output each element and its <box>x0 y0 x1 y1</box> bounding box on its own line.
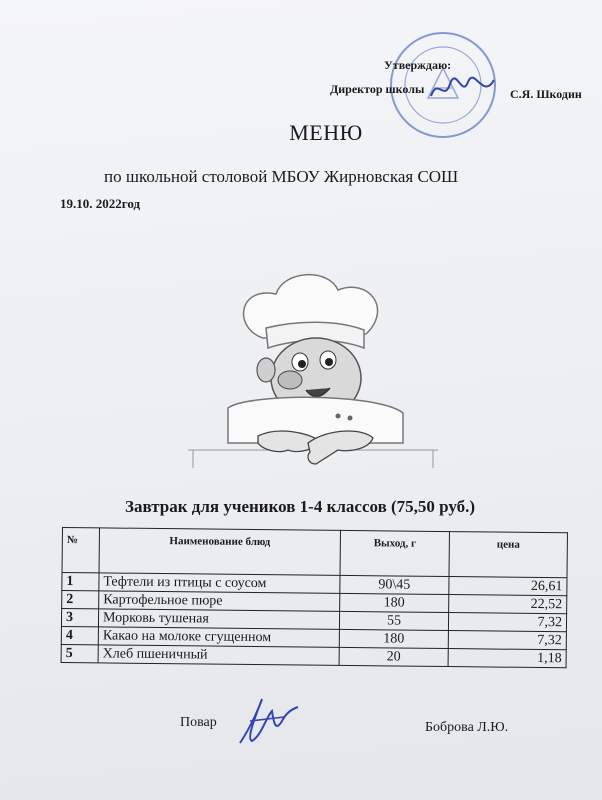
dish-price: 7,32 <box>448 631 566 650</box>
dish-name: Тефтели из птицы с соусом <box>99 573 340 594</box>
dish-price: 7,32 <box>448 613 566 632</box>
cook-name: Боброва Л.Ю. <box>425 720 509 735</box>
director-signature-icon <box>428 72 498 104</box>
dish-output: 20 <box>339 647 448 666</box>
director-label: Директор школы <box>330 82 425 96</box>
chef-illustration-icon <box>188 268 438 483</box>
dish-price: 22,52 <box>449 595 567 614</box>
cook-signature-icon <box>232 695 302 750</box>
page-title: МЕНЮ <box>289 120 363 145</box>
meal-heading: Завтрак для учеников 1-4 классов (75,50 руб.) <box>125 497 476 516</box>
cook-label: Повар <box>180 715 217 730</box>
dish-name: Картофельное пюре <box>99 591 340 612</box>
dish-price: 1,18 <box>448 649 566 668</box>
column-header-output: Выход, г <box>340 530 449 576</box>
dish-name: Морковь тушеная <box>98 609 339 630</box>
approval-label: Утверждаю: <box>384 58 452 72</box>
menu-table <box>61 527 568 668</box>
column-header-price: цена <box>449 532 567 578</box>
dish-output: 180 <box>339 629 448 648</box>
row-number: 1 <box>62 573 99 591</box>
row-number: 2 <box>62 591 99 609</box>
table-header-row <box>62 528 567 578</box>
dish-price: 26,61 <box>449 577 567 596</box>
dish-output: 55 <box>339 611 448 630</box>
column-header-name: Наименование блюд <box>99 528 340 576</box>
row-number: 3 <box>61 609 98 627</box>
row-number: 5 <box>61 644 98 662</box>
menu-date: 19.10. 2022год <box>60 196 141 211</box>
director-name: С.Я. Шкодин <box>510 87 582 101</box>
dish-name: Какао на молоке сгущенном <box>98 627 339 648</box>
dish-output: 180 <box>340 593 449 612</box>
row-number: 4 <box>61 626 98 644</box>
page-subtitle: по школьной столовой МБОУ Жирновская СОШ <box>104 167 459 186</box>
dish-output: 90\45 <box>340 575 449 594</box>
dish-name: Хлеб пшеничный <box>98 645 339 666</box>
column-header-number: № <box>62 528 99 573</box>
